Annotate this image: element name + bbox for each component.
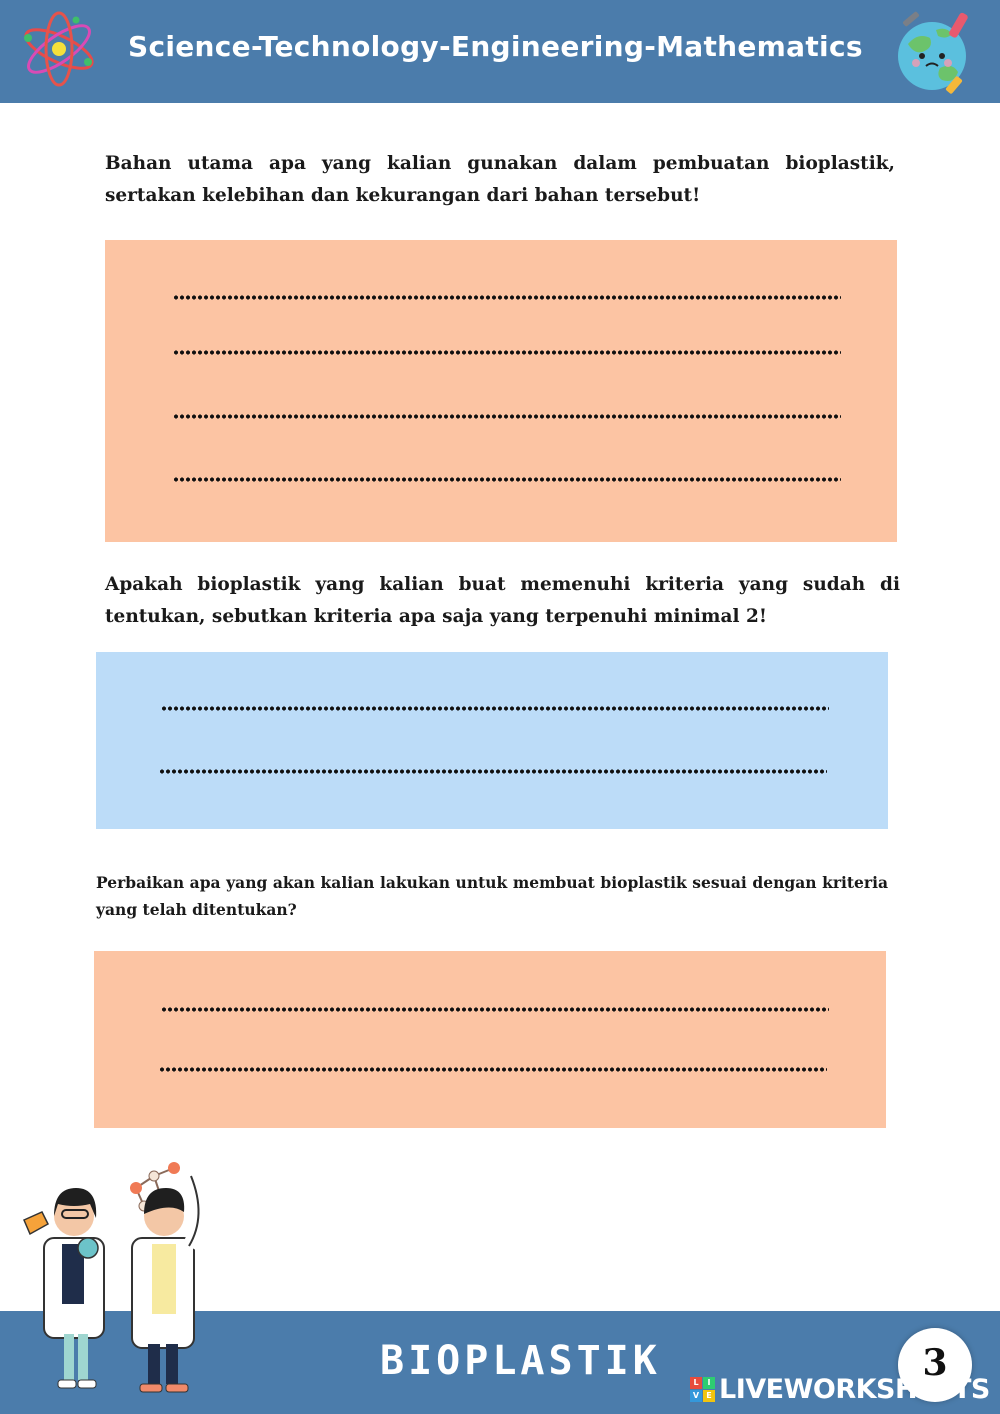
earth-character-icon xyxy=(888,6,980,98)
answer-line[interactable] xyxy=(173,477,841,482)
liveworksheets-logo xyxy=(690,1372,990,1406)
question-1-text: Bahan utama apa yang kalian gunakan dalam pembuatan bioplastik, sertakan kelebihan dan kekurangan dari bahan tersebut! xyxy=(105,153,895,206)
page-number: 3 xyxy=(922,1342,948,1384)
answer-box-2[interactable] xyxy=(96,652,888,829)
liveworksheets-text: LIVEWORKSHEETS xyxy=(719,1373,990,1405)
liveworksheets-logo-icon: L I V E xyxy=(690,1377,715,1402)
answer-box-1[interactable] xyxy=(105,240,897,542)
answer-line[interactable] xyxy=(173,350,841,355)
answer-line[interactable] xyxy=(161,1007,829,1012)
scientists-illustration xyxy=(14,1158,234,1398)
header-title: Science-Technology-Engineering-Mathematics xyxy=(128,30,863,63)
answer-line[interactable] xyxy=(173,414,841,419)
question-3-text: Perbaikan apa yang akan kalian lakukan untuk membuat bioplastik sesuai dengan kriteria yang telah ditentukan? xyxy=(96,873,888,919)
atom-icon xyxy=(18,8,100,90)
answer-line[interactable] xyxy=(159,1067,827,1072)
question-2-text: Apakah bioplastik yang kalian buat memenuhi kriteria yang sudah di tentukan, sebutkan kriteria apa saja yang terpenuhi minimal 2! xyxy=(105,574,900,627)
answer-line[interactable] xyxy=(161,706,829,711)
footer-title: BIOPLASTIK xyxy=(380,1338,661,1384)
answer-box-3[interactable] xyxy=(94,951,886,1128)
answer-line[interactable] xyxy=(173,295,841,300)
answer-line[interactable] xyxy=(159,769,827,774)
